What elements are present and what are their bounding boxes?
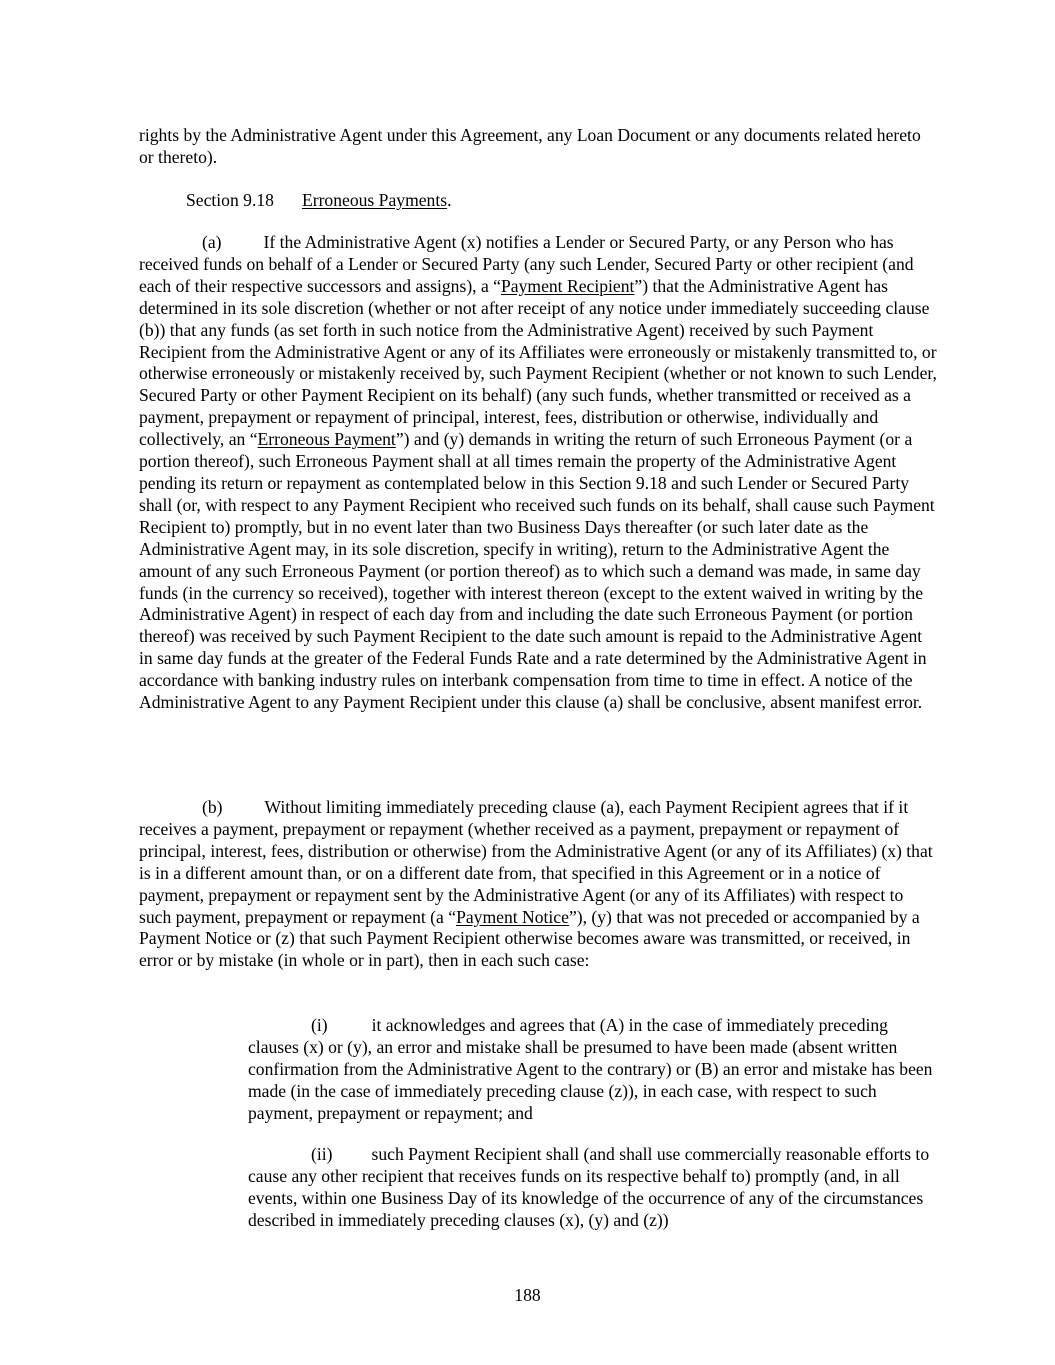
subclause-ii-label: (ii) bbox=[311, 1144, 333, 1164]
section-title: Erroneous Payments bbox=[301, 190, 448, 210]
subclause-i-label: (i) bbox=[311, 1015, 328, 1035]
clause-b-text-2: ”), (y) that was not preceded or accompanied by a Payment Notice or (z) that such Payment Recipient otherwise becomes aware was transmitted, or received, in error or by mistake (in whole or in part), then in each such case: bbox=[139, 906, 920, 971]
section-number: Section 9.18 bbox=[186, 190, 274, 210]
intro-text: rights by the Administrative Agent under this Agreement, any Loan Document or any documents related hereto or thereto). bbox=[139, 125, 921, 167]
subclause-ii-text: such Payment Recipient shall (and shall use commercially reasonable efforts to cause any other recipient that receives funds on its respective behalf to) promptly (and, in all events, within one Business Day of its knowledge of the occurrence of any of the circumstances described in immediately preceding clauses (x), (y) and (z)) bbox=[248, 1144, 930, 1230]
clause-b-label: (b) bbox=[202, 797, 223, 817]
section-title-period: . bbox=[447, 190, 452, 210]
clause-a-text-3: ”) and (y) demands in writing the return of such Erroneous Payment (or a portion thereof), such Erroneous Payment shall at all times remain the property of the Administrative Agent pending its return or repayment as contemplated below in this Section 9.18 and such Lender or Secured Party shall (or, with respect to any Payment Recipient who received such funds on its behalf, shall cause such Payment Recipient to) promptly, but in no event later than two Business Days thereafter (or such later date as the Administrative Agent may, in its sole discretion, specify in writing), return to the Administrative Agent the amount of any such Erroneous Payment (or portion thereof) as to which such a demand was made, in same day funds (in the currency so received), together with interest thereon (except to the extent waived in writing by the Administrative Agent) in respect of each day from and including the date such Erroneous Payment (or portion thereof) was received by such Payment Recipient to the date such amount is repaid to the Administrative Agent in same day funds at the greater of the Federal Funds Rate and a rate determined by the Administrative Agent in accordance with banking industry rules on interbank compensation from time to time in effect. A notice of the Administrative Agent to any Payment Recipient under this clause (a) shall be conclusive, absent manifest error. bbox=[139, 429, 935, 713]
clause-b-text-1: Without limiting immediately preceding clause (a), each Payment Recipient agrees that if it receives a payment, prepayment or repayment (whether received as a payment, prepayment or repayment of principal, interest, fees, distribution or otherwise) from the Administrative Agent (or any of its Affiliates) (x) that is in a different amount than, or on a different date from, that specified in this Agreement or in a notice of payment, prepayment or repayment sent by the Administrative Agent (or any of its Affiliates) with respect to such payment, prepayment or repayment (a “ bbox=[139, 797, 933, 927]
subclause-ii-paragraph bbox=[248, 1144, 938, 1232]
clause-a-text-1: If the Administrative Agent (x) notifies a Lender or Secured Party, or any Person who has received funds on behalf of a Lender or Secured Party (any such Lender, Secured Party or other recipient (and each of their respective successors and assigns), a “ bbox=[139, 232, 914, 296]
intro-paragraph bbox=[139, 125, 939, 169]
clause-b-paragraph bbox=[139, 797, 939, 972]
defined-term-payment-recipient: Payment Recipient bbox=[501, 275, 635, 296]
defined-term-payment-notice: Payment Notice bbox=[456, 906, 569, 927]
clause-a-text-2: ”) that the Administrative Agent has determined in its sole discretion (whether or not after receipt of any notice under immediately succeeding clause (b)) that any funds (as set forth in such notice from the Administrative Agent) received by such Payment Recipient from the Administrative Agent or any of its Affiliates were erroneously or mistakenly transmitted to, or otherwise erroneously or mistakenly received by, such Payment Recipient (whether or not known to such Lender, Secured Party or other Payment Recipient on its behalf) (any such funds, whether transmitted or received as a payment, prepayment or repayment of principal, interest, fees, distribution or otherwise, individually and collectively, an “ bbox=[139, 275, 937, 450]
clause-a-label: (a) bbox=[202, 232, 222, 252]
section-heading bbox=[139, 190, 939, 212]
subclause-i-paragraph bbox=[248, 1015, 938, 1125]
clause-a-paragraph bbox=[139, 232, 939, 714]
defined-term-erroneous-payment: Erroneous Payment bbox=[257, 429, 396, 450]
subclause-i-text: it acknowledges and agrees that (A) in the case of immediately preceding clauses (x) or (y), an error and mistake shall be presumed to have been made (absent written confirmation from the Administrative Agent to the contrary) or (B) an error and mistake has been made (in the case of immediately preceding clause (z)), in each case, with respect to such payment, prepayment or repayment; and bbox=[248, 1015, 933, 1123]
page-number: 188 bbox=[514, 1285, 541, 1305]
